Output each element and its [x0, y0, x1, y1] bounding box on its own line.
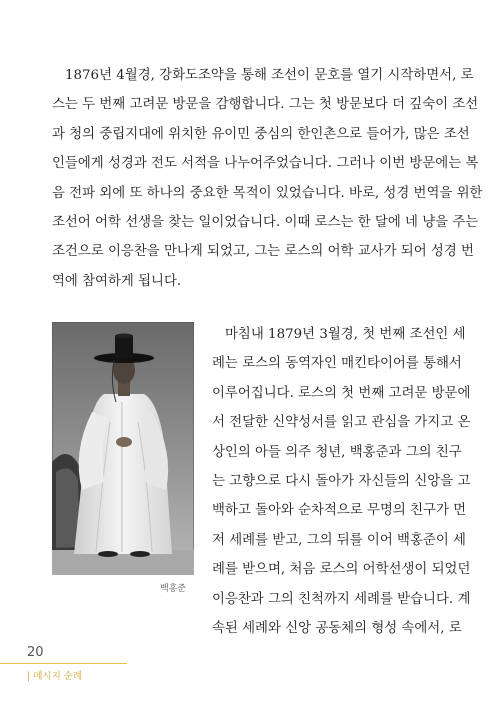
body-paragraph-2 — [212, 320, 471, 643]
text-line: 는 고향으로 다시 돌아가 자신들의 신앙을 고 — [212, 474, 471, 490]
text-line: 속된 세례와 신앙 공동체의 형성 속에서, 로 — [212, 621, 462, 637]
text-line: 이응찬과 그의 친척까지 세례를 받습니다. 계 — [212, 591, 471, 607]
text-line: 마침내 1879년 3월경, 첫 번째 조선인 세 — [225, 327, 466, 342]
text-line: 조건으로 이응찬을 만나게 되었고, 그는 로스의 어학 교사가 되어 성경 번 — [52, 244, 474, 260]
text-line: 례는 로스의 동역자인 매킨타이어를 통해서 — [212, 356, 462, 372]
body-paragraph-1 — [52, 61, 483, 296]
footer-divider — [0, 663, 127, 664]
text-line: 과 청의 중립지대에 위치한 유이민 중심의 한인촌으로 들어가, 많은 조선 — [52, 126, 470, 142]
text-line: 스는 두 번째 고려문 방문을 감행합니다. 그는 첫 방문보다 더 깊숙이 조선 — [52, 97, 479, 113]
portrait-photo — [52, 322, 194, 575]
text-line: 인들에게 성경과 전도 서적을 나누어주었습니다. 그러나 이번 방문에는 복 — [52, 156, 479, 172]
text-line: 저 세례를 받고, 그의 뒤를 이어 백홍준이 세 — [212, 532, 466, 548]
text-line: 례를 받으며, 처음 로스의 어학선생이 되었던 — [212, 562, 471, 578]
page-number: 20 — [27, 645, 44, 660]
text-line: 서 전달한 신약성서를 읽고 관심을 가지고 온 — [212, 415, 471, 431]
portrait-illustration — [52, 322, 194, 575]
photo-caption: 백홍준 — [160, 584, 187, 594]
text-line: 백하고 돌아와 순차적으로 무명의 친구가 먼 — [212, 503, 467, 519]
text-line: 역에 참여하게 됩니다. — [52, 273, 182, 289]
text-line: 상인의 아들 의주 청년, 백홍준과 그의 친구 — [212, 444, 462, 460]
text-line: 조선어 어학 선생을 찾는 일이었습니다. 이때 로스는 한 달에 네 냥을 주는 — [52, 215, 479, 231]
text-line: 1876년 4월경, 강화도조약을 통해 조선이 문호를 열기 시작하면서, 로 — [65, 68, 474, 83]
running-title: | 메시지 순례 — [27, 671, 83, 682]
text-line: 이루어집니다. 로스의 첫 번째 고려문 방문에 — [212, 385, 471, 401]
text-line: 음 전파 외에 또 하나의 중요한 목적이 있었습니다. 바로, 성경 번역을 위한 — [52, 185, 483, 201]
